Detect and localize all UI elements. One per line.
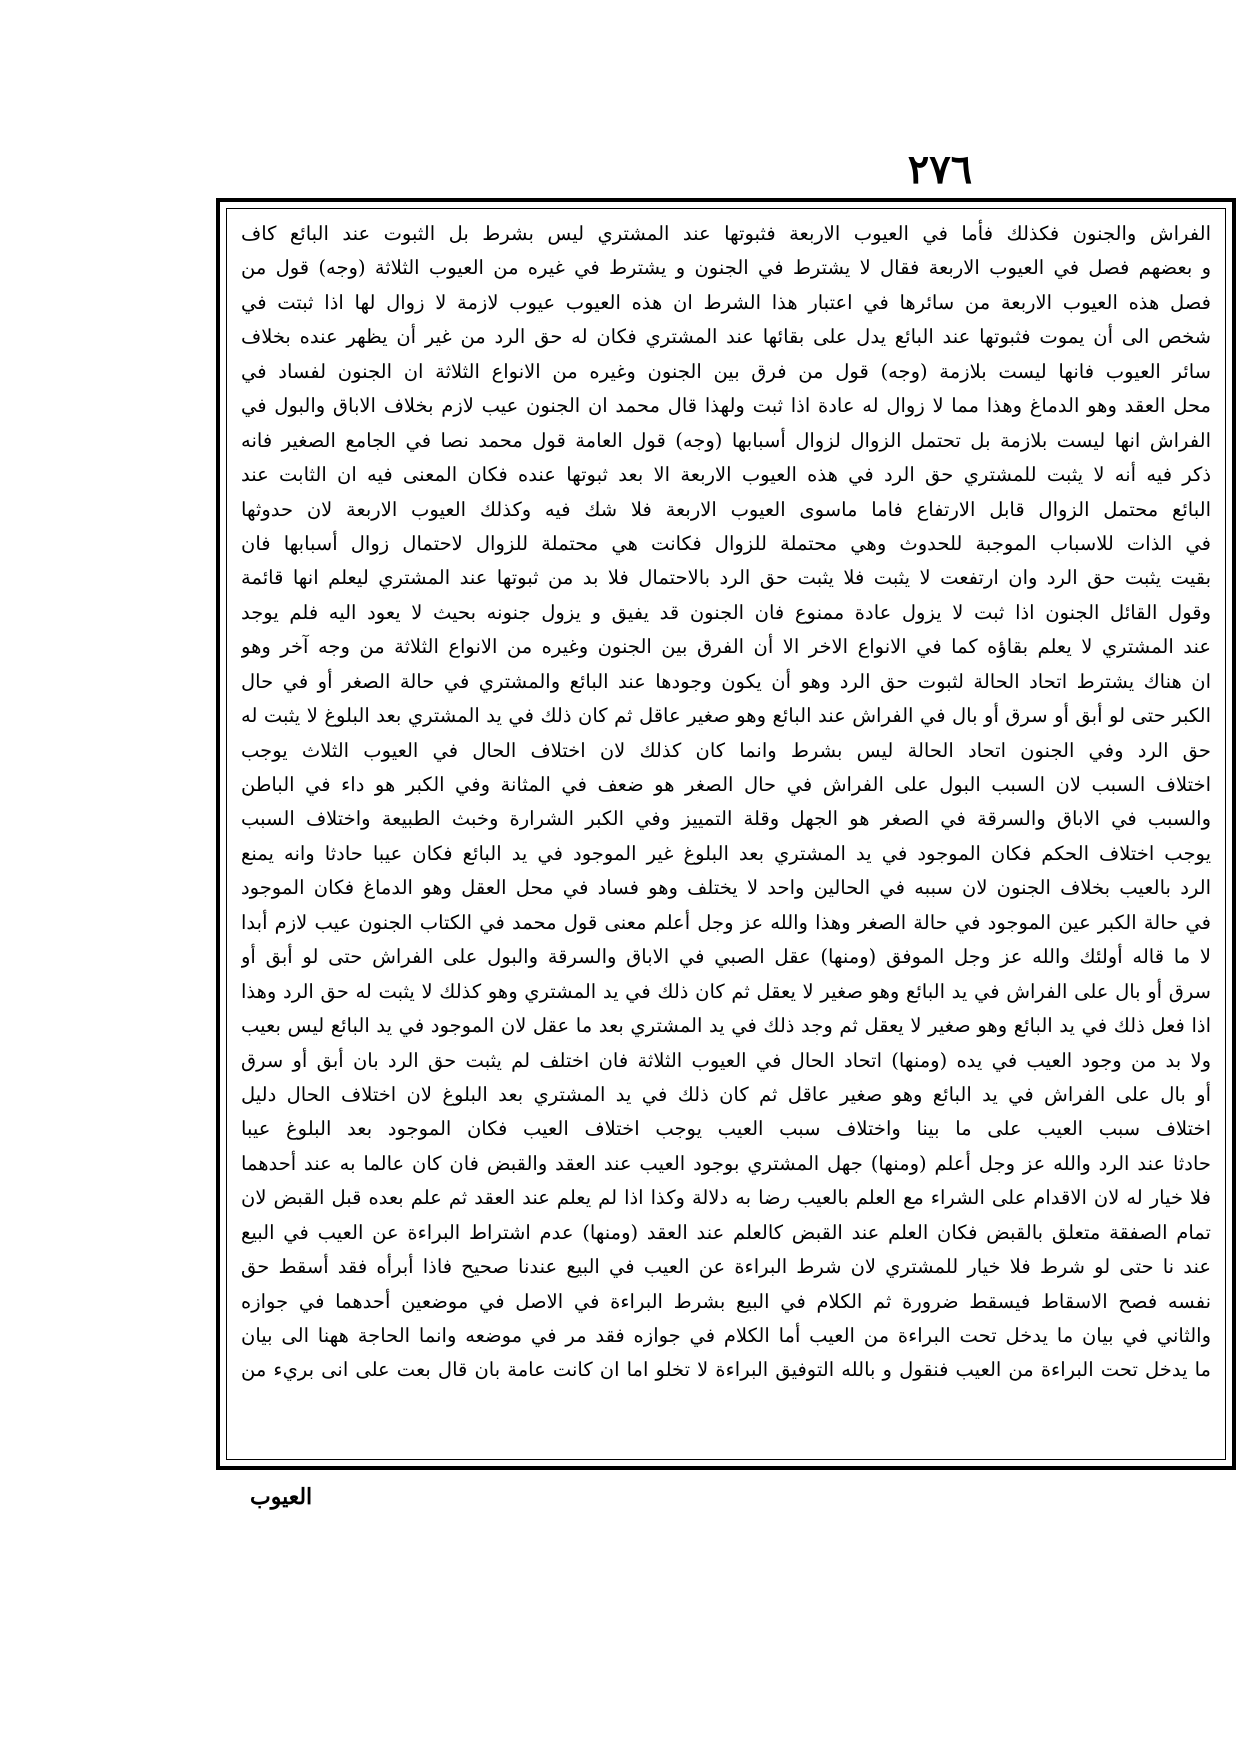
text-line: شخص الى أن يموت فثبوتها عند البائع يدل على بقائها عند المشتري فكان له حق الرد من غير أن يظهر عنده بخلاف (241, 325, 1211, 349)
text-line: نفسه فصح الاسقاط فيسقط ضرورة ثم الكلام في البيع بشرط البراءة في الاصل في موضعين أحدهما في جوازه (241, 1289, 1211, 1313)
text-line: والثاني في بيان ما يدخل تحت البراءة من العيب أما الكلام في جوازه فقد مر في موضعه وانما الحاجة ههنا الى بيان (241, 1324, 1211, 1347)
text-line: بقيت يثبت حق الرد وان ارتفعت لا يثبت فلا يثبت حق الرد بالاحتمال فلا بد من ثبوتها عند المشتري ليعلم انها قائمة (241, 566, 1211, 590)
text-line: الفراش والجنون فكذلك فأما في العيوب الاربعة فثبوتها عند المشتري ليس بشرط بل الثبوت عند البائع كاف (241, 222, 1211, 245)
text-line: اختلاف السبب لان السبب البول على الفراش في حال الصغر هو ضعف في المثانة وفي الكبر هو داء في الباطن (241, 773, 1211, 796)
text-line: ولا بد من وجود العيب في يده (ومنها) اتحاد الحال في العيوب الثلاثة فان اختلف لم يثبت حق الرد بان أبق أو سرق (241, 1048, 1211, 1072)
text-line: والسبب في الاباق والسرقة في الصغر هو الجهل وقلة التمييز وفي الكبر الشرارة وخبث الطبيعة واختلاف السبب (241, 807, 1211, 831)
text-line: و بعضهم فصل في العيوب الاربعة فقال لا يشترط في الجنون و يشترط في غيره من العيوب الثلاثة (وجه) قول من (241, 256, 1211, 280)
text-line: عند نا حتى لو شرط فلا خيار للمشتري لان شرط البراءة عن العيب في البيع عندنا صحيح فاذا أبرأه فقد أسقط حق (241, 1255, 1211, 1279)
text-frame (216, 198, 1236, 1470)
text-line: حادثا عند الرد والله عز وجل أعلم (ومنها) جهل المشتري بوجود العيب عند العقد والقبض فان كان عالما به عند أحدهما (241, 1151, 1211, 1175)
text-line: وقول القائل الجنون اذا ثبت لا يزول عادة ممنوع فان الجنون قد يفيق و يزول جنونه بحيث لا يعود اليه فلم يوجد (241, 600, 1211, 624)
text-line: سرق أو بال على الفراش في يد البائع وهو صغير لا يعقل ثم كان ذلك في يد المشتري وهو كذلك لا يثبت له حق الرد وهذا (241, 979, 1211, 1003)
text-frame-inner-border (226, 208, 1226, 1460)
text-line: لا ما قاله أولئك والله عز وجل الموفق (ومنها) عقل الصبي في الاباق والسرقة والبول على الفراش حتى لو أبق أو (241, 945, 1211, 969)
catchword: العيوب (250, 1484, 313, 1510)
text-line: ان هناك يشترط اتحاد الحالة لثبوت حق الرد وهو أن يكون وجودها عند البائع والمشتري في حالة الصغر أو في حال (241, 669, 1211, 693)
text-line: ما يدخل تحت البراءة من العيب فنقول و بالله التوفيق البراءة لا تخلو اما ان كانت عامة بان قال بعت على انى بريء من (241, 1358, 1211, 1382)
text-line: فلا خيار له لان الاقدام على الشراء مع العلم بالعيب رضا به دلالة وكذا اذا لم يعلم عند العقد ثم علم بعده قبل القبض لان (241, 1186, 1211, 1210)
text-line: اذا فعل ذلك في يد البائع وهو صغير لا يعقل ثم وجد ذلك في يد المشتري بعد ما عقل لان الموجود في يد البائع ليس بعيب (241, 1014, 1211, 1038)
text-line: البائع محتمل الزوال قابل الارتفاع فاما ماسوى العيوب الاربعة فلا شك فيه وكذلك العيوب الاربعة لان حدوثها (241, 497, 1211, 521)
text-line: محل العقد وهو الدماغ وهذا مما لا زوال له عادة اذا ثبت ولهذا قال محمد ان الجنون عيب لازم بخلاف الاباق والبول في (241, 394, 1211, 418)
text-line: تمام الصفقة متعلق بالقبض فكان العلم عند القبض كالعلم عند العقد (ومنها) عدم اشتراط البراءة عن العيب في البيع (241, 1220, 1211, 1244)
text-line: يوجب اختلاف الحكم فكان الموجود في يد المشتري بعد البلوغ غير الموجود في يد البائع فكان عيبا حادثا وانه يمنع (241, 841, 1211, 865)
text-line: الفراش انها ليست بلازمة بل تحتمل الزوال لزوال أسبابها (وجه) قول العامة قول محمد نصا في الجامع الصغير فانه (241, 428, 1211, 452)
text-line: الكبر حتى لو أبق أو سرق أو بال في الفراش عند البائع وهو صغير عاقل ثم كان ذلك في يد المشتري بعد البلوغ لا يثبت له (241, 704, 1211, 728)
text-line: أو بال على الفراش في يد البائع وهو صغير عاقل ثم كان ذلك في يد المشتري بعد البلوغ لان اختلاف الحال دليل (241, 1082, 1211, 1106)
text-line: ذكر فيه أنه لا يثبت للمشتري حق الرد في هذه العيوب الاربعة الا بعد ثبوتها عنده فكان المعنى فيه ان الثابت عند (241, 463, 1211, 487)
page-number: ٢٧٦ (907, 146, 973, 193)
text-line: في الذات للاسباب الموجبة للحدوث وهي محتملة للزوال فكانت هي محتملة للزوال لاحتمال زوال أسبابها فان (241, 531, 1211, 555)
text-line: حق الرد وفي الجنون اتحاد الحالة ليس بشرط وانما كان كذلك لان اختلاف الحال في العيوب الثلاث يوجب (241, 738, 1211, 762)
text-line: فصل هذه العيوب الاربعة من سائرها في اعتبار هذا الشرط ان هذه العيوب عيوب لازمة لا زوال لها اذا ثبتت في (241, 290, 1211, 314)
text-line: سائر العيوب فانها ليست بلازمة (وجه) قول من فرق بين الجنون وغيره من الانواع الثلاثة ان الجنون لفساد في (241, 359, 1211, 383)
text-line: اختلاف سبب العيب على ما بينا واختلاف سبب العيب يوجب اختلاف العيب فكان الموجود بعد البلوغ عيبا (241, 1117, 1211, 1141)
text-line: في حالة الكبر عين الموجود في حالة الصغر وهذا والله عز وجل أعلم معنى قول محمد في الكتاب الجنون عيب لازم أبدا (241, 910, 1211, 934)
text-line: عند المشتري لا يعلم بقاؤه كما في الانواع الاخر الا أن الفرق بين الجنون وغيره من الانواع الثلاثة من وجه آخر وهو (241, 635, 1211, 659)
text-body (241, 217, 1211, 1451)
text-line: الرد بالعيب بخلاف الجنون لان سببه في الحالين واحد لا يختلف وهو فساد في محل العقل وهو الدماغ فكان الموجود (241, 876, 1211, 900)
